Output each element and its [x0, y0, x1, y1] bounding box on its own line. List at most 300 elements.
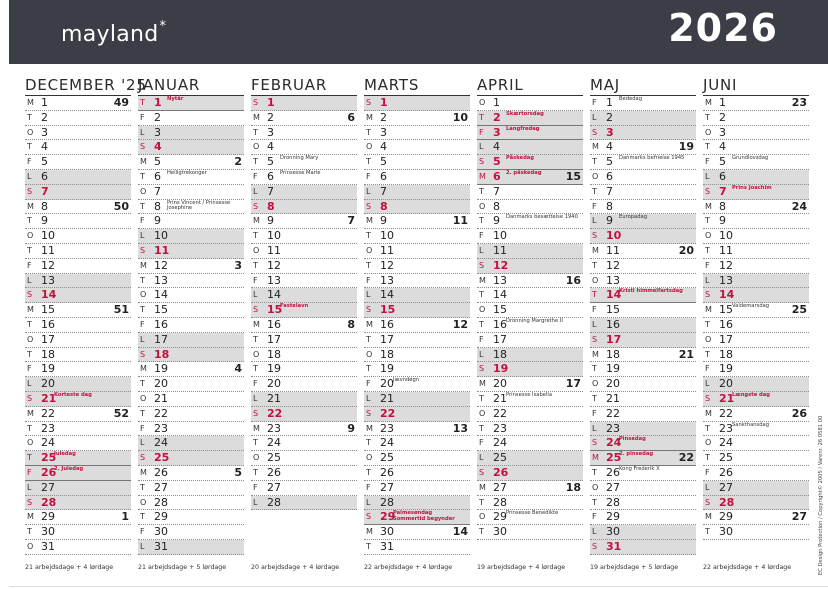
day-note [619, 437, 691, 443]
day-number: 20 [267, 377, 281, 391]
weekday-letter: T [366, 467, 371, 477]
weekday-letter: L [705, 171, 710, 181]
weekday-letter: O [27, 541, 34, 551]
weekday-letter: F [27, 157, 32, 167]
weekday-letter: S [253, 305, 259, 315]
day-row [25, 96, 131, 111]
day-number: 7 [380, 184, 387, 198]
weekday-letter: S [253, 98, 259, 107]
day-number: 8 [380, 199, 388, 213]
day-number: 11 [380, 243, 394, 257]
week-number: 2 [234, 155, 242, 169]
day-number: 15 [267, 303, 283, 317]
day-number: 4 [380, 140, 387, 154]
day-note [393, 511, 465, 523]
day-number: 13 [493, 273, 507, 287]
day-number: 15 [41, 303, 55, 317]
weekday-letter: L [592, 216, 597, 226]
day-number: 12 [267, 258, 281, 272]
weekday-letter: T [140, 482, 145, 492]
day-row [590, 244, 696, 259]
day-number: 2 [380, 110, 387, 124]
weekday-letter: O [140, 290, 147, 300]
day-row [138, 422, 244, 437]
day-row [590, 126, 696, 141]
day-row [138, 510, 244, 525]
day-number: 20 [380, 377, 394, 391]
day-row [138, 466, 244, 481]
day-number: 15 [493, 303, 507, 317]
day-row [364, 392, 470, 407]
weekday-letter: T [253, 127, 258, 137]
day-row [25, 288, 131, 303]
weekday-letter: O [479, 408, 486, 418]
day-row [138, 392, 244, 407]
day-row [703, 200, 809, 215]
weekday-letter: S [140, 349, 146, 359]
day-row [25, 170, 131, 185]
day-number: 18 [154, 347, 170, 361]
day-row [703, 214, 809, 229]
day-number: 18 [719, 347, 733, 361]
weekday-letter: O [479, 98, 486, 107]
month-workdays-summary: 21 arbejdsdage + 4 lørdage [25, 564, 114, 571]
week-number: 17 [565, 377, 581, 391]
day-number: 12 [41, 258, 55, 272]
day-number: 13 [41, 273, 55, 287]
weekday-letter: T [27, 245, 32, 255]
weekday-letter: T [705, 349, 710, 359]
day-row [703, 274, 809, 289]
day-row [703, 407, 809, 422]
weekday-letter: S [140, 453, 146, 463]
weekday-letter: S [140, 245, 146, 255]
week-number: 27 [791, 510, 807, 524]
weekday-letter: T [140, 98, 145, 107]
day-number: 21 [719, 391, 735, 405]
weekday-letter: O [253, 245, 260, 255]
day-row [364, 140, 470, 155]
day-row [477, 318, 583, 333]
week-number: 5 [234, 465, 242, 479]
week-number: 22 [678, 451, 694, 465]
day-number: 14 [41, 288, 57, 302]
day-row [590, 96, 696, 111]
weekday-letter: M [27, 201, 34, 211]
weekday-letter: L [366, 186, 371, 196]
weekday-letter: T [366, 541, 371, 551]
weekday-letter: S [366, 408, 372, 418]
weekday-letter: T [27, 216, 32, 226]
day-note-text: Kristi himmelfartsdag [619, 288, 683, 295]
day-note-text: Valdemarsdag [732, 303, 770, 310]
day-row [703, 392, 809, 407]
day-note-text: Prinsesse Benedikte [506, 510, 559, 517]
day-number: 13 [719, 273, 733, 287]
day-number: 27 [41, 480, 55, 494]
day-number: 28 [41, 495, 57, 509]
day-note [54, 393, 126, 399]
day-number: 21 [154, 391, 168, 405]
day-number: 16 [380, 317, 394, 331]
day-number: 22 [719, 406, 733, 420]
week-number: 19 [678, 140, 694, 154]
week-number: 52 [113, 406, 129, 420]
weekday-letter: F [705, 260, 710, 270]
day-number: 8 [606, 199, 613, 213]
day-row [138, 525, 244, 540]
day-number: 20 [719, 377, 733, 391]
weekday-letter: M [27, 408, 34, 418]
weekday-letter: F [140, 319, 145, 329]
day-row [703, 348, 809, 363]
day-row [590, 540, 696, 555]
brand-star-mark: * [159, 19, 167, 34]
day-number: 9 [719, 214, 726, 228]
day-row [477, 422, 583, 437]
weekday-letter: M [592, 245, 599, 255]
day-number: 30 [154, 525, 168, 539]
weekday-letter: M [140, 364, 147, 374]
day-row [590, 481, 696, 496]
day-row [364, 303, 470, 318]
day-number: 9 [41, 214, 48, 228]
day-row [25, 525, 131, 540]
day-number: 7 [41, 184, 49, 198]
day-note-text: Korteste dag [54, 391, 92, 398]
day-number: 8 [493, 199, 500, 213]
copyright-notice [816, 380, 826, 580]
month-days [25, 96, 131, 555]
day-row [477, 96, 583, 111]
day-number: 1 [267, 96, 275, 109]
day-number: 17 [719, 332, 733, 346]
day-number: 19 [154, 362, 168, 376]
weekday-letter: L [366, 290, 371, 300]
day-row [590, 155, 696, 170]
weekday-letter: L [253, 290, 258, 300]
weekday-letter: T [253, 157, 258, 167]
weekday-letter: S [27, 290, 33, 300]
day-note-text: Palmesøndag [393, 510, 433, 517]
weekday-letter: L [140, 541, 145, 551]
weekday-letter: O [27, 231, 34, 241]
day-number: 31 [154, 539, 168, 553]
weekday-letter: S [592, 231, 598, 241]
month-workdays-summary: 22 arbejdsdage + 4 lørdage [364, 564, 453, 571]
day-number: 15 [380, 303, 396, 317]
day-number: 5 [606, 155, 613, 169]
weekday-letter: F [592, 201, 597, 211]
weekday-letter: S [27, 393, 33, 403]
day-note-text: Skærtorsdag [506, 110, 544, 117]
weekday-letter: M [705, 305, 712, 315]
day-row [25, 496, 131, 511]
weekday-letter: T [253, 438, 258, 448]
day-row [590, 318, 696, 333]
day-row [477, 510, 583, 525]
day-note-text: 2. påskedag [506, 169, 542, 176]
day-note-text: Pinsedag [619, 436, 646, 443]
weekday-letter: L [140, 334, 145, 344]
day-note [506, 511, 578, 517]
day-row [477, 126, 583, 141]
day-number: 1 [154, 96, 162, 109]
day-number: 3 [380, 125, 387, 139]
day-number: 23 [267, 421, 281, 435]
weekday-letter: F [592, 305, 597, 315]
day-row [590, 333, 696, 348]
weekday-letter: F [253, 379, 258, 389]
day-number: 21 [267, 391, 281, 405]
weekday-letter: T [592, 186, 597, 196]
month-column [138, 70, 244, 571]
day-number: 7 [719, 184, 727, 198]
day-number: 10 [154, 229, 168, 243]
day-row [703, 303, 809, 318]
day-number: 13 [267, 273, 281, 287]
weekday-letter: F [27, 467, 32, 477]
week-number: 4 [234, 362, 242, 376]
day-number: 22 [380, 406, 396, 420]
day-number: 19 [493, 362, 509, 376]
day-note [393, 378, 465, 384]
day-row [25, 407, 131, 422]
weekday-letter: L [253, 393, 258, 403]
day-row [25, 510, 131, 525]
day-row [590, 436, 696, 451]
weekday-letter: T [479, 112, 484, 122]
day-number: 10 [41, 229, 55, 243]
month-workdays-summary: 19 arbejdsdage + 5 lørdage [590, 564, 679, 571]
day-row [25, 377, 131, 392]
weekday-letter: M [253, 112, 260, 122]
weekday-letter: S [366, 98, 372, 107]
weekday-letter: L [140, 127, 145, 137]
weekday-letter: M [479, 171, 486, 181]
day-number: 14 [719, 288, 735, 302]
day-row [364, 348, 470, 363]
day-row [25, 481, 131, 496]
day-row [25, 348, 131, 363]
weekday-letter: T [27, 453, 32, 463]
day-row [477, 481, 583, 496]
day-note-text: Europadag [619, 214, 647, 221]
day-number: 22 [267, 406, 283, 420]
day-note-text: Dronning Mary [280, 155, 319, 162]
day-row [25, 244, 131, 259]
day-number: 8 [719, 199, 726, 213]
day-row [364, 274, 470, 289]
day-number: 13 [154, 273, 168, 287]
day-number: 16 [493, 317, 507, 331]
day-row [25, 540, 131, 555]
week-number: 8 [347, 317, 355, 331]
day-note-text: 2. Juledag [54, 465, 84, 472]
day-row [703, 259, 809, 274]
day-number: 23 [41, 421, 55, 435]
day-number: 4 [606, 140, 613, 154]
day-note-text: Prins Joachim [732, 184, 772, 191]
day-row [703, 288, 809, 303]
day-row [251, 318, 357, 333]
month-column [703, 70, 809, 571]
day-row [703, 185, 809, 200]
day-number: 12 [719, 258, 733, 272]
weekday-letter: L [479, 142, 484, 152]
weekday-letter: F [592, 512, 597, 522]
day-row [364, 229, 470, 244]
day-row [364, 362, 470, 377]
day-row [251, 451, 357, 466]
day-row [477, 259, 583, 274]
day-row [477, 229, 583, 244]
day-row [590, 259, 696, 274]
brand-logo [61, 19, 167, 47]
month-workdays-summary: 20 arbejdsdage + 4 lørdage [251, 564, 340, 571]
day-number: 28 [719, 495, 735, 509]
day-row [590, 214, 696, 229]
day-number: 27 [380, 480, 394, 494]
weekday-letter: T [140, 171, 145, 181]
weekday-letter: O [592, 482, 599, 492]
day-row [477, 274, 583, 289]
day-note [732, 423, 804, 429]
weekday-letter: M [140, 467, 147, 477]
day-number: 15 [606, 303, 620, 317]
day-row [251, 303, 357, 318]
day-number: 29 [154, 510, 168, 524]
day-row [25, 185, 131, 200]
day-number: 26 [267, 465, 281, 479]
day-row [703, 96, 809, 111]
day-note [167, 171, 239, 177]
week-number: 25 [791, 303, 807, 317]
day-number: 6 [267, 169, 274, 183]
weekday-letter: T [592, 260, 597, 270]
weekday-letter: T [140, 201, 145, 211]
day-row [251, 407, 357, 422]
weekday-letter: O [479, 305, 486, 315]
weekday-letter: O [27, 127, 34, 137]
day-note-text: Langfredag [506, 125, 540, 132]
weekday-letter: T [366, 334, 371, 344]
day-row [138, 111, 244, 126]
day-number: 5 [267, 155, 274, 169]
weekday-letter: L [366, 497, 371, 507]
day-number: 16 [719, 317, 733, 331]
day-row [251, 259, 357, 274]
day-number: 31 [380, 539, 394, 553]
bottom-divider [9, 586, 828, 587]
weekday-letter: F [140, 527, 145, 537]
weekday-letter: F [479, 127, 484, 137]
day-row [477, 451, 583, 466]
day-row [25, 318, 131, 333]
weekday-letter: F [479, 334, 484, 344]
day-number: 17 [493, 332, 507, 346]
weekday-letter: M [479, 275, 486, 285]
week-number: 9 [347, 421, 355, 435]
day-row [590, 185, 696, 200]
day-row [138, 229, 244, 244]
week-number: 49 [113, 96, 129, 109]
day-number: 13 [606, 273, 620, 287]
day-row [703, 170, 809, 185]
day-number: 23 [380, 421, 394, 435]
day-row [703, 422, 809, 437]
weekday-letter: T [592, 497, 597, 507]
day-note-text: Prins Vincent / Prinsesse Josephine [167, 199, 231, 212]
day-row [477, 140, 583, 155]
day-number: 29 [719, 510, 733, 524]
day-number: 27 [606, 480, 620, 494]
day-number: 4 [267, 140, 274, 154]
day-number: 1 [606, 96, 613, 109]
day-number: 19 [267, 362, 281, 376]
day-row [364, 170, 470, 185]
day-number: 25 [41, 451, 57, 465]
day-row [364, 496, 470, 511]
day-number: 4 [154, 140, 162, 154]
day-row [25, 140, 131, 155]
weekday-letter: M [366, 423, 373, 433]
day-number: 11 [719, 243, 733, 257]
day-number: 7 [606, 184, 613, 198]
day-number: 20 [493, 377, 507, 391]
week-number: 15 [565, 169, 581, 183]
weekday-letter: T [140, 408, 145, 418]
day-row [703, 229, 809, 244]
day-number: 20 [606, 377, 620, 391]
month-title: DECEMBER '25 [25, 70, 131, 96]
day-number: 14 [380, 288, 394, 302]
month-title: APRIL [477, 70, 583, 96]
day-row [25, 466, 131, 481]
day-number: 31 [41, 539, 55, 553]
day-number: 24 [606, 436, 622, 450]
day-row [590, 377, 696, 392]
day-row [477, 348, 583, 363]
weekday-letter: T [366, 364, 371, 374]
day-note-text: Længste dag [732, 391, 770, 398]
day-number: 3 [606, 125, 614, 139]
day-number: 12 [380, 258, 394, 272]
day-row [364, 377, 470, 392]
day-row [703, 126, 809, 141]
weekday-letter: L [140, 438, 145, 448]
weekday-letter: O [592, 275, 599, 285]
day-row [25, 229, 131, 244]
weekday-letter: M [253, 216, 260, 226]
weekday-letter: T [479, 290, 484, 300]
weekday-letter: T [140, 305, 145, 315]
day-row [477, 303, 583, 318]
day-number: 28 [380, 495, 394, 509]
weekday-letter: S [705, 186, 711, 196]
weekday-letter: T [479, 216, 484, 226]
day-row [703, 155, 809, 170]
day-row [138, 362, 244, 377]
day-row [138, 274, 244, 289]
day-number: 9 [154, 214, 161, 228]
day-row [590, 407, 696, 422]
day-row [590, 422, 696, 437]
day-number: 18 [267, 347, 281, 361]
weekday-letter: O [27, 438, 34, 448]
day-number: 10 [493, 229, 507, 243]
weekday-letter: M [592, 453, 599, 463]
